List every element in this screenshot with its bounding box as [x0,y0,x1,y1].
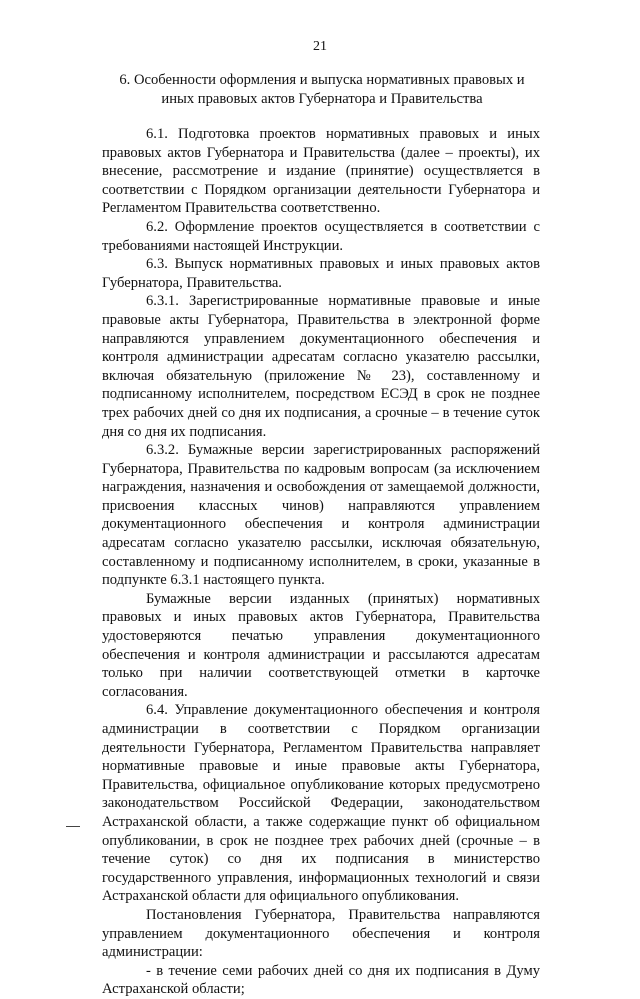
paragraph-resolutions: Постановления Губернатора, Правительства направляются управлением документационного обеспечения и контроля администрации: [102,906,540,961]
document-body [102,125,540,999]
paragraph-6-1: 6.1. Подготовка проектов нормативных правовых и иных правовых актов Губернатора и Правительства (далее – проекты), их внесение, рассмотрение и издание (принятие) осуществляется в соответствии с Порядком организации деятельности Губернатора и Регламентом Правительства соответственно. [102,126,540,217]
paragraph-6-2: 6.2. Оформление проектов осуществляется в соответствии с требованиями настоящей Инструкции. [102,218,540,254]
paragraph-paper-versions: Бумажные версии изданных (принятых) нормативных правовых и иных правовых актов Губернатора, Правительства удостоверяются печатью управления документационного обеспечения и контроля администрации и рассылаются адресатам только при наличии соответствующей отметки в карточке согласования. [102,590,540,700]
paragraph-6-3: 6.3. Выпуск нормативных правовых и иных правовых актов Губернатора, Правительства. [102,256,540,291]
section-heading: 6. Особенности оформления и выпуска нормативных правовых и иных правовых актов Губернатора и Правительства [119,72,525,107]
paragraph-6-4: 6.4. Управление документационного обеспечения и контроля администрации в соответствии с Порядком организации деятельности Губернатора, Регламентом Правительства направляет нормативные правовые и иные правовые акты Губернатора, Правительства, официальное опубликование которых предусмотрено законодательством Российской Федерации, законодательством Астраханской области, а также содержащие пункт об официальном опубликовании, в срок не позднее трех рабочих дней (срочные – в течение суток) со дня их подписания в министерство государственного управления, информационных технологий и связи Астраханской области для официального опубликования. [102,702,540,905]
paragraph-6-3-2: 6.3.2. Бумажные версии зарегистрированных распоряжений Губернатора, Правительства по кадровым вопросам (за исключением награждения, назначения и освобождения от замещаемой должности, присвоения классных чинов) направляются управлением документационного обеспечения и контроля администрации адресатам согласно указателю рассылки, исключая обязательную, составленному и подписанному исполнителем, в сроки, указанные в подпункте 6.3.1 настоящего пункта. [102,442,540,589]
margin-mark [66,826,80,827]
paragraph-6-3-1: 6.3.1. Зарегистрированные нормативные правовые и иные правовые акты Губернатора, Правительства в электронной форме направляются управлением документационного обеспечения и контроля администрации адресатам согласно указателю рассылки, включая обязательную (приложение № 23), составленному и подписанному исполнителем, посредством ЕСЭД в срок не позднее трех рабочих дней со дня их подписания, а срочные – в течение суток дня со дня их подписания. [102,293,540,440]
list-item-duma: - в течение семи рабочих дней со дня их подписания в Думу Астраханской области; [102,962,540,998]
page-number: 21 [313,39,327,54]
